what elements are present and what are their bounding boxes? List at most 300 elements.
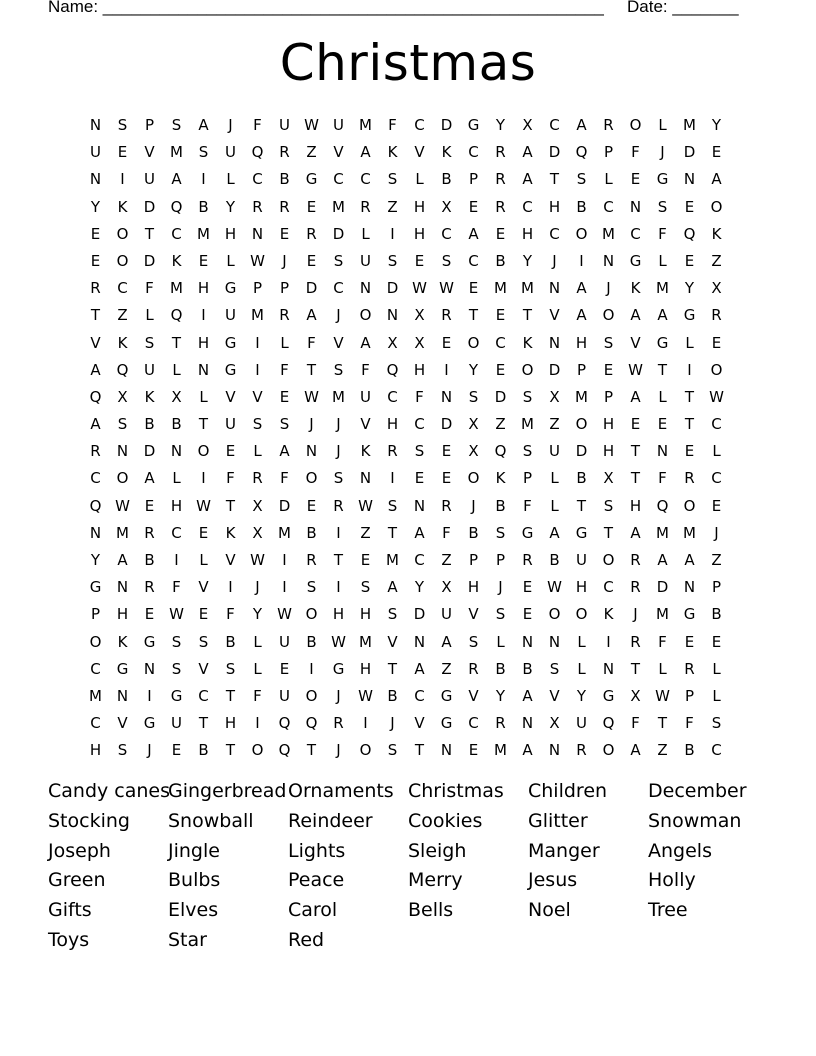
grid-letter: D <box>278 496 291 515</box>
grid-letter: F <box>253 686 262 705</box>
grid-letter: G <box>683 605 696 624</box>
grid-letter: N <box>197 360 210 379</box>
grid-letter: S <box>117 741 128 760</box>
grid-letter: U <box>144 170 155 189</box>
grid-letter: O <box>575 415 588 434</box>
grid-letter: X <box>117 387 128 406</box>
grid-letter: C <box>117 279 128 298</box>
grid-letter: U <box>279 686 290 705</box>
grid-letter: X <box>414 333 425 352</box>
word-list-item: Merry <box>408 869 463 892</box>
grid-letter: P <box>468 170 479 189</box>
grid-letter: I <box>363 714 368 733</box>
grid-letter: L <box>658 251 667 270</box>
grid-letter: P <box>711 578 722 597</box>
grid-letter: R <box>495 170 506 189</box>
grid-letter: F <box>361 360 370 379</box>
grid-letter: W <box>358 496 373 515</box>
grid-letter: F <box>523 496 532 515</box>
grid-letter: S <box>711 714 722 733</box>
grid-letter: C <box>90 659 101 678</box>
grid-letter: A <box>522 741 533 760</box>
grid-letter: L <box>496 632 505 651</box>
grid-letter: K <box>441 143 452 162</box>
grid-letter: N <box>89 116 102 134</box>
word-list-item: Star <box>168 928 207 951</box>
grid-letter: C <box>495 333 506 352</box>
grid-letter: E <box>117 143 128 162</box>
grid-letter: C <box>360 170 371 189</box>
word-list-item: Green <box>48 869 106 892</box>
grid-letter: H <box>170 496 183 515</box>
grid-letter: A <box>630 741 641 760</box>
grid-letter: V <box>117 714 128 733</box>
grid-letter: S <box>495 523 506 542</box>
grid-letter: C <box>468 251 479 270</box>
grid-letter: C <box>630 224 641 243</box>
grid-letter: M <box>683 116 696 134</box>
grid-letter: E <box>495 224 506 243</box>
grid-letter: D <box>548 143 561 162</box>
grid-letter: B <box>198 741 209 760</box>
grid-letter: A <box>90 360 101 379</box>
grid-letter: N <box>602 659 615 678</box>
grid-letter: T <box>576 496 587 515</box>
word-list-item: Toys <box>48 928 90 951</box>
grid-letter: R <box>306 551 317 569</box>
grid-letter: Y <box>414 578 425 597</box>
grid-letter: S <box>414 442 425 461</box>
word-list-item: Gifts <box>48 899 92 922</box>
grid-letter: Y <box>468 360 479 379</box>
grid-letter: T <box>522 306 533 325</box>
grid-letter: R <box>279 197 290 216</box>
grid-letter: O <box>629 116 642 134</box>
grid-letter: S <box>387 496 398 515</box>
grid-letter: S <box>333 469 344 488</box>
grid-letter: A <box>657 306 668 325</box>
grid-letter: J <box>390 714 395 733</box>
grid-letter: B <box>225 632 236 651</box>
grid-letter: I <box>444 360 449 379</box>
grid-letter: L <box>685 333 694 352</box>
grid-letter: R <box>252 197 263 216</box>
grid-letter: A <box>657 551 668 569</box>
grid-letter: Y <box>225 197 236 216</box>
grid-letter: O <box>710 360 723 379</box>
grid-letter: I <box>255 333 260 352</box>
grid-letter: L <box>577 659 586 678</box>
grid-letter: R <box>495 714 506 733</box>
grid-letter: H <box>413 224 426 243</box>
grid-letter: A <box>360 143 371 162</box>
grid-letter: K <box>117 632 128 651</box>
grid-letter: O <box>602 741 615 760</box>
word-list-item: Christmas <box>408 780 504 802</box>
grid-letter: C <box>711 469 722 488</box>
grid-letter: T <box>387 523 398 542</box>
grid-letter: F <box>658 224 667 243</box>
grid-letter: Z <box>657 741 668 760</box>
grid-letter: E <box>414 469 425 488</box>
grid-letter: L <box>253 632 262 651</box>
grid-letter: Q <box>278 714 291 733</box>
word-list-item: Lights <box>288 839 346 862</box>
grid-letter: V <box>198 659 209 678</box>
grid-letter: D <box>143 442 156 461</box>
grid-letter: V <box>198 578 209 597</box>
grid-letter: S <box>441 251 452 270</box>
grid-letter: K <box>225 523 236 542</box>
word-list-item: Holly <box>648 869 696 892</box>
grid-letter: W <box>250 251 265 270</box>
grid-letter: C <box>414 551 425 569</box>
grid-letter: E <box>522 578 533 597</box>
grid-letter: M <box>575 387 588 406</box>
grid-letter: O <box>116 251 129 270</box>
grid-letter: G <box>224 279 237 298</box>
grid-letter: M <box>197 224 210 243</box>
grid-letter: B <box>441 170 452 189</box>
grid-letter: T <box>90 306 101 325</box>
grid-letter: J <box>498 578 503 597</box>
grid-letter: M <box>332 197 345 216</box>
grid-letter: N <box>629 197 642 216</box>
grid-letter: R <box>603 116 614 134</box>
grid-letter: B <box>711 605 722 624</box>
grid-letter: O <box>575 605 588 624</box>
grid-letter: X <box>252 496 263 515</box>
grid-letter: D <box>305 279 318 298</box>
grid-letter: A <box>630 387 641 406</box>
grid-letter: Y <box>711 116 722 134</box>
grid-letter: B <box>576 197 587 216</box>
grid-letter: D <box>683 143 696 162</box>
grid-letter: E <box>657 415 668 434</box>
grid-letter: W <box>196 496 211 515</box>
grid-letter: X <box>549 714 560 733</box>
grid-letter: U <box>333 116 344 134</box>
grid-letter: N <box>170 442 183 461</box>
grid-letter: V <box>549 306 560 325</box>
grid-letter: L <box>172 469 181 488</box>
grid-letter: F <box>172 578 181 597</box>
grid-letter: O <box>467 469 480 488</box>
grid-letter: K <box>387 143 398 162</box>
grid-letter: E <box>279 659 290 678</box>
grid-letter: M <box>602 224 615 243</box>
grid-letter: R <box>684 659 695 678</box>
grid-letter: L <box>172 360 181 379</box>
grid-letter: M <box>656 279 669 298</box>
grid-letter: A <box>279 442 290 461</box>
grid-letter: Z <box>711 251 722 270</box>
grid-letter: D <box>413 605 426 624</box>
grid-letter: N <box>683 578 696 597</box>
grid-letter: T <box>333 551 344 569</box>
word-list-item: Bulbs <box>168 869 221 892</box>
grid-letter: M <box>278 523 291 542</box>
grid-letter: O <box>359 741 372 760</box>
grid-letter: Y <box>495 116 506 134</box>
grid-letter: P <box>603 387 614 406</box>
grid-letter: E <box>468 279 479 298</box>
grid-letter: U <box>225 415 236 434</box>
grid-letter: W <box>709 387 724 406</box>
grid-letter: B <box>495 659 506 678</box>
grid-letter: L <box>199 387 208 406</box>
grid-letter: H <box>332 605 345 624</box>
grid-letter: O <box>197 442 210 461</box>
grid-letter: U <box>576 551 587 569</box>
grid-letter: J <box>714 523 719 542</box>
grid-letter: T <box>657 360 668 379</box>
letter-grid <box>82 112 730 765</box>
grid-letter: N <box>521 632 534 651</box>
grid-letter: B <box>306 523 317 542</box>
word-list-item: Tree <box>648 899 688 922</box>
grid-letter: A <box>414 523 425 542</box>
grid-letter: J <box>336 415 341 434</box>
grid-letter: W <box>358 686 373 705</box>
grid-letter: G <box>89 578 102 597</box>
date-field-label: Date: _______ <box>627 0 739 16</box>
grid-letter: F <box>226 469 235 488</box>
grid-letter: E <box>684 632 695 651</box>
grid-letter: S <box>387 605 398 624</box>
grid-letter: Q <box>89 387 102 406</box>
grid-letter: X <box>387 333 398 352</box>
grid-letter: P <box>279 279 290 298</box>
word-list-item: Angels <box>648 839 712 862</box>
grid-letter: A <box>630 523 641 542</box>
grid-letter: G <box>656 333 669 352</box>
grid-letter: L <box>253 659 262 678</box>
grid-letter: N <box>116 686 129 705</box>
grid-letter: S <box>306 578 317 597</box>
word-list-item: Snowman <box>648 809 742 832</box>
grid-letter: F <box>388 116 397 134</box>
grid-letter: S <box>279 415 290 434</box>
grid-letter: H <box>386 415 399 434</box>
grid-letter: G <box>170 686 183 705</box>
grid-letter: I <box>174 551 179 569</box>
grid-letter: X <box>468 415 479 434</box>
grid-letter: O <box>251 741 264 760</box>
grid-letter: J <box>336 442 341 461</box>
grid-letter: W <box>169 605 184 624</box>
grid-letter: I <box>255 714 260 733</box>
grid-letter: S <box>387 741 398 760</box>
grid-letter: L <box>658 387 667 406</box>
grid-letter: O <box>116 469 129 488</box>
grid-letter: A <box>468 224 479 243</box>
grid-letter: C <box>603 197 614 216</box>
grid-letter: I <box>255 360 260 379</box>
grid-letter: V <box>414 143 425 162</box>
grid-letter: W <box>304 387 319 406</box>
grid-letter: H <box>602 442 615 461</box>
grid-letter: A <box>522 143 533 162</box>
grid-letter: E <box>306 496 317 515</box>
grid-letter: S <box>333 251 344 270</box>
grid-letter: W <box>304 116 319 134</box>
grid-letter: L <box>712 659 721 678</box>
grid-letter: B <box>171 415 182 434</box>
grid-letter: P <box>684 686 695 705</box>
grid-letter: G <box>629 251 642 270</box>
grid-letter: E <box>225 442 236 461</box>
grid-letter: J <box>336 306 341 325</box>
grid-letter: M <box>359 632 372 651</box>
grid-letter: G <box>440 714 453 733</box>
grid-letter: N <box>413 632 426 651</box>
grid-letter: V <box>90 333 101 352</box>
grid-letter: R <box>441 496 452 515</box>
word-list-item: Red <box>288 928 325 951</box>
grid-letter: F <box>307 333 316 352</box>
grid-letter: I <box>228 578 233 597</box>
word-list-item: December <box>648 780 747 802</box>
grid-letter: M <box>494 741 507 760</box>
grid-letter: N <box>548 632 561 651</box>
grid-letter: S <box>171 659 182 678</box>
grid-letter: R <box>252 469 263 488</box>
grid-letter: C <box>522 197 533 216</box>
grid-letter: S <box>522 442 533 461</box>
grid-letter: R <box>576 741 587 760</box>
name-field-label: Name: _____________________________________________________ <box>48 0 604 16</box>
grid-letter: M <box>656 605 669 624</box>
grid-letter: A <box>414 659 425 678</box>
grid-letter: S <box>198 632 209 651</box>
grid-letter: W <box>412 279 427 298</box>
grid-letter: A <box>360 333 371 352</box>
grid-letter: P <box>495 551 506 569</box>
word-list-item: Bells <box>408 899 454 922</box>
grid-letter: O <box>710 197 723 216</box>
grid-letter: N <box>440 741 453 760</box>
grid-letter: O <box>116 224 129 243</box>
grid-letter: K <box>603 605 614 624</box>
grid-letter: V <box>225 551 236 569</box>
grid-letter: L <box>712 686 721 705</box>
grid-letter: X <box>441 197 452 216</box>
grid-letter: E <box>630 170 641 189</box>
grid-letter: C <box>414 415 425 434</box>
grid-letter: H <box>359 605 372 624</box>
grid-letter: C <box>603 578 614 597</box>
grid-letter: B <box>198 197 209 216</box>
grid-letter: N <box>251 224 264 243</box>
grid-letter: Q <box>386 360 399 379</box>
grid-letter: J <box>633 605 638 624</box>
grid-letter: X <box>711 279 722 298</box>
grid-letter: I <box>201 170 206 189</box>
grid-letter: U <box>279 116 290 134</box>
grid-letter: U <box>360 387 371 406</box>
grid-letter: S <box>603 333 614 352</box>
grid-letter: J <box>282 251 287 270</box>
grid-letter: H <box>521 224 534 243</box>
word-list-item: Peace <box>288 869 345 892</box>
grid-letter: M <box>683 523 696 542</box>
grid-letter: Z <box>495 415 506 434</box>
grid-letter: N <box>521 714 534 733</box>
grid-letter: T <box>414 741 425 760</box>
grid-letter: S <box>576 170 587 189</box>
grid-letter: D <box>440 415 453 434</box>
grid-letter: O <box>683 496 696 515</box>
grid-letter: R <box>90 279 101 298</box>
grid-letter: R <box>90 442 101 461</box>
grid-letter: H <box>224 714 237 733</box>
grid-letter: G <box>521 523 534 542</box>
grid-letter: M <box>521 415 534 434</box>
grid-letter: V <box>414 714 425 733</box>
grid-letter: L <box>550 496 559 515</box>
grid-letter: B <box>495 496 506 515</box>
grid-letter: I <box>282 578 287 597</box>
grid-letter: F <box>280 469 289 488</box>
grid-letter: U <box>144 360 155 379</box>
word-list-item: Joseph <box>48 839 111 862</box>
grid-letter: T <box>657 714 668 733</box>
grid-letter: N <box>683 170 696 189</box>
grid-letter: H <box>197 279 210 298</box>
grid-letter: T <box>387 659 398 678</box>
grid-letter: W <box>439 279 454 298</box>
grid-letter: L <box>145 306 154 325</box>
grid-letter: M <box>386 551 399 569</box>
grid-letter: E <box>360 551 371 569</box>
grid-letter: A <box>171 170 182 189</box>
grid-letter: F <box>442 523 451 542</box>
grid-letter: X <box>441 578 452 597</box>
grid-letter: J <box>147 741 152 760</box>
grid-letter: E <box>522 605 533 624</box>
grid-letter: N <box>548 333 561 352</box>
grid-letter: C <box>252 170 263 189</box>
grid-letter: H <box>224 224 237 243</box>
grid-letter: N <box>116 578 129 597</box>
grid-letter: S <box>468 387 479 406</box>
grid-letter: J <box>336 741 341 760</box>
grid-letter: G <box>575 523 588 542</box>
grid-letter: O <box>575 224 588 243</box>
grid-letter: H <box>602 415 615 434</box>
grid-letter: L <box>577 632 586 651</box>
grid-letter: M <box>521 279 534 298</box>
grid-letter: E <box>279 387 290 406</box>
grid-letter: G <box>683 306 696 325</box>
grid-letter: J <box>309 415 314 434</box>
grid-letter: S <box>333 360 344 379</box>
grid-letter: H <box>467 578 480 597</box>
grid-letter: S <box>171 116 182 134</box>
grid-letter: K <box>495 469 506 488</box>
grid-letter: G <box>143 714 156 733</box>
word-list-item: Jingle <box>168 839 220 862</box>
grid-letter: O <box>305 605 318 624</box>
grid-letter: I <box>390 469 395 488</box>
grid-letter: A <box>576 279 587 298</box>
grid-letter: N <box>602 251 615 270</box>
grid-letter: F <box>415 387 424 406</box>
grid-letter: M <box>332 387 345 406</box>
grid-letter: D <box>494 387 507 406</box>
grid-letter: I <box>579 251 584 270</box>
